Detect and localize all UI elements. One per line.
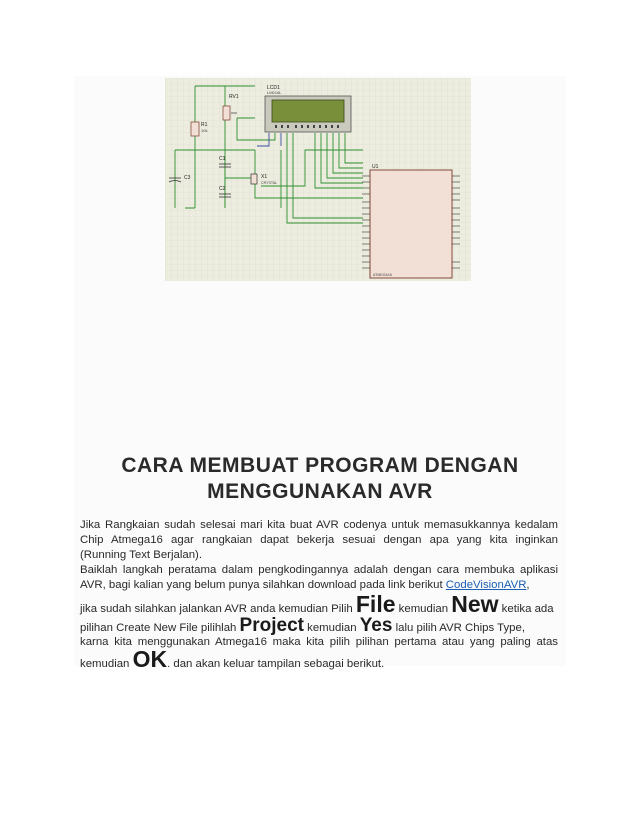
text-line-9: kemudian OK. dan akan keluar tampilan sebagai berikut. (80, 646, 385, 672)
lcd-label: LCD1 (267, 85, 280, 91)
chip-sublabel: ATMEGA16 (373, 273, 392, 277)
text-line-2: Chip Atmega16 agar rangkaian dapat bekerja sesuai dengan apa yang kita inginkan (80, 534, 558, 546)
r1-label: R1 (201, 122, 208, 128)
c1-label: C1 (219, 156, 226, 162)
circuit-schematic-image (165, 78, 471, 281)
text-line-8: karna kita menggunakan Atmega16 maka kita pilih pilihan pertama atau yang paling atas (80, 636, 558, 648)
text-line-5: AVR, bagi kalian yang belum punya silahkan download pada link berikut CodeVisionAVR, (80, 579, 530, 591)
c2-label: C2 (219, 186, 226, 192)
text-line-4: Baiklah langkah peratama dalam pengkodingannya adalah dengan cara membuka aplikasi (80, 564, 558, 576)
text-line-1: Jika Rangkaian sudah selesai mari kita buat AVR codenya untuk memasukkannya kedalam (80, 519, 558, 531)
c3-label: C3 (184, 175, 191, 181)
keyword-ok: OK (132, 646, 168, 672)
microcontroller-chip (362, 170, 460, 278)
article-title (74, 453, 566, 505)
keyword-file: File (355, 591, 396, 617)
keyword-project: Project (239, 615, 304, 636)
text-line-7: pilihan Create New File pilihlah Project kemudian Yes lalu pilih AVR Chips Type, (80, 615, 525, 636)
text-line-3: (Running Text Berjalan). (80, 549, 202, 561)
text-line-6: jika sudah silahkan jalankan AVR anda kemudian Pilih File kemudian New ketika ada (80, 591, 554, 617)
keyword-yes: Yes (359, 615, 393, 636)
lcd-sublabel: LM016L (267, 90, 282, 95)
lcd-module (265, 96, 351, 132)
title-line-2: MENGGUNAKAN AVR (207, 480, 433, 503)
rv1-label: RV1 (229, 94, 239, 100)
codevisionavr-link[interactable]: CodeVisionAVR (445, 579, 527, 591)
x1-label: X1 (261, 174, 268, 180)
keyword-new: New (451, 591, 499, 617)
resistor-r1 (191, 122, 199, 136)
title-line-1: CARA MEMBUAT PROGRAM DENGAN (121, 454, 519, 477)
r1-value: 10k (201, 128, 208, 133)
chip-label: U1 (372, 164, 379, 170)
crystal-x1 (251, 174, 257, 184)
x1-value: CRYSTAL (261, 181, 278, 185)
